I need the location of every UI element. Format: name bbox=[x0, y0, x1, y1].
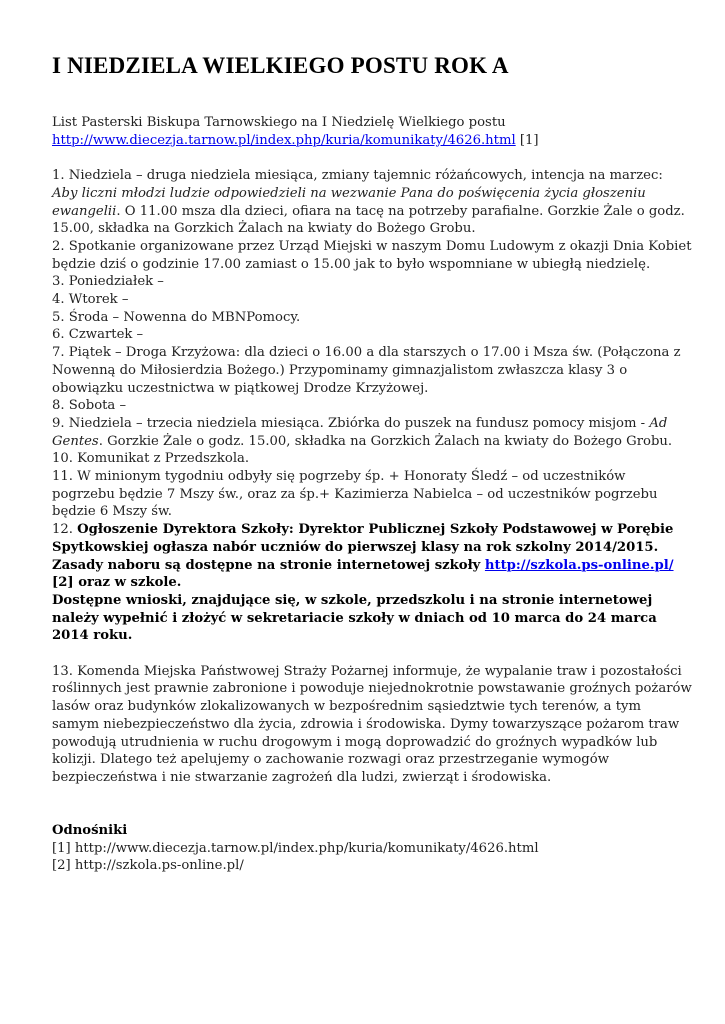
reference-2: [2] http://szkola.ps-online.pl/ bbox=[52, 858, 244, 874]
announcement-11: 11. W minionym tygodniu odbyły się pogrzeby śp. + Honoraty Śledź – od uczestników pogrzebu będzie 7 Mszy św., oraz za śp.+ Kazimierza Nabielca – od uczestników pogrzebu będzie 6 Mszy św. bbox=[52, 469, 658, 520]
reference-1: [1] http://www.diecezja.tarnow.pl/index.php/kuria/komunikaty/4626.html bbox=[52, 840, 539, 856]
announcement-12-forms: Dostępne wnioski, znajdujące się, w szkole, przedszkolu i na stronie internetowej należy wypełnić i złożyć w sekretariacie szkoły w dniach od 10 marca do 24 marca 2014 roku. bbox=[52, 592, 657, 644]
announcement-12 bbox=[52, 521, 692, 645]
announcement-13: 13. Komenda Miejska Państwowej Straży Pożarnej informuje, że wypalanie traw i pozostałości roślinnych jest prawnie zabronione i powoduje niejednokrotnie powstawanie groźnych pożarów lasów oraz budynków zlokalizowanych w bezpośrednim sąsiedztwie tych terenów, a tym samym niebezpieczeństwo dla życia, zdrowia i środowiska. Dymy towarzyszące pożarom traw powodują utrudnienia w ruchu drogowym i mogą doprowadzić do groźnych wypadków lub kolizji. Dlatego też apelujemy o zachowanie rozwagi oraz przestrzeganie wymogów bezpieczeństwa i nie stwarzanie zagrożeń dla ludzi, zwierząt i środowiska. bbox=[52, 663, 692, 785]
announcement-1-intention: Aby liczni młodzi ludzie odpowiedzieli na wezwanie Pana do poświęcenia życia głoszeniu ewangelii bbox=[52, 185, 646, 219]
announcement-12-rules: Zasady naboru są dostępne na stronie internetowej szkoły bbox=[52, 557, 485, 573]
announcement-9-italic: Ad Gentes bbox=[52, 415, 668, 449]
announcement-5: 5. Środa – Nowenna do MBNPomocy. bbox=[52, 309, 301, 325]
announcement-2: 2. Spotkanie organizowane przez Urząd Miejski w naszym Domu Ludowym z okazji Dnia Kobiet będzie dziś o godzinie 17.00 zamiast o 15.00 jak to było wspomniane w ubiegłą niedzielę. bbox=[52, 238, 692, 272]
announcement-10: 10. Komunikat z Przedszkola. bbox=[52, 451, 250, 467]
announcement-1-text: 1. Niedziela – druga niedziela miesiąca, zmiany tajemnic różańcowych, intencja na marzec: bbox=[52, 168, 663, 184]
announcement-12-heading: Ogłoszenie Dyrektora Szkoły: Dyrektor Publicznej Szkoły Podstawowej w Porębie Spytkowskiej ogłasza nabór uczniów do pierwszej klasy na rok szkolny 2014/2015. bbox=[52, 522, 674, 555]
page-title: I NIEDZIELA WIELKIEGO POSTU ROK A bbox=[52, 53, 509, 78]
announcement-8: 8. Sobota – bbox=[52, 398, 127, 414]
announcement-4: 4. Wtorek – bbox=[52, 292, 129, 308]
intro-line: List Pasterski Biskupa Tarnowskiego na I Niedzielę Wielkiego postu bbox=[52, 115, 506, 130]
document-page bbox=[52, 52, 692, 875]
announcement-6: 6. Czwartek – bbox=[52, 327, 144, 343]
intro-ref: [1] bbox=[519, 132, 539, 148]
announcement-3: 3. Poniedziałek – bbox=[52, 274, 164, 290]
announcement-1-rest: . O 11.00 msza dla dzieci, ofiara na tacę na potrzeby parafialne. Gorzkie Żale o godz. 15.00, składka na Gorzkich Żalach na kwiaty do Bożego Grobu. bbox=[52, 203, 685, 237]
announcement-9-rest: . Gorzkie Żale o godz. 15.00, składka na Gorzkich Żalach na kwiaty do Bożego Grobu. bbox=[98, 433, 673, 449]
intro-paragraph bbox=[52, 114, 692, 149]
announcement-9 bbox=[52, 415, 692, 450]
announcement-9-text: 9. Niedziela – trzecia niedziela miesiąca. Zbiórka do puszek na fundusz pomocy misjom - bbox=[52, 415, 650, 431]
references-title: Odnośniki bbox=[52, 823, 128, 839]
announcement-12-ref: [2] oraz w szkole. bbox=[52, 575, 182, 591]
announcement-7: 7. Piątek – Droga Krzyżowa: dla dzieci o 16.00 a dla starszych o 17.00 i Msza św. (Połączona z Nowenną do Miłosierdzia Bożego.) Przypominamy gimnazjalistom zwłaszcza klasy 3 o obowiązku uczestnictwa w piątkowej Drodze Krzyżowej. bbox=[52, 345, 681, 396]
intro-link[interactable]: http://www.diecezja.tarnow.pl/index.php/kuria/komunikaty/4626.html bbox=[52, 132, 516, 148]
school-link[interactable]: http://szkola.ps-online.pl/ bbox=[484, 557, 674, 573]
announcement-1 bbox=[52, 167, 692, 238]
announcement-12-number: 12. bbox=[52, 522, 78, 538]
